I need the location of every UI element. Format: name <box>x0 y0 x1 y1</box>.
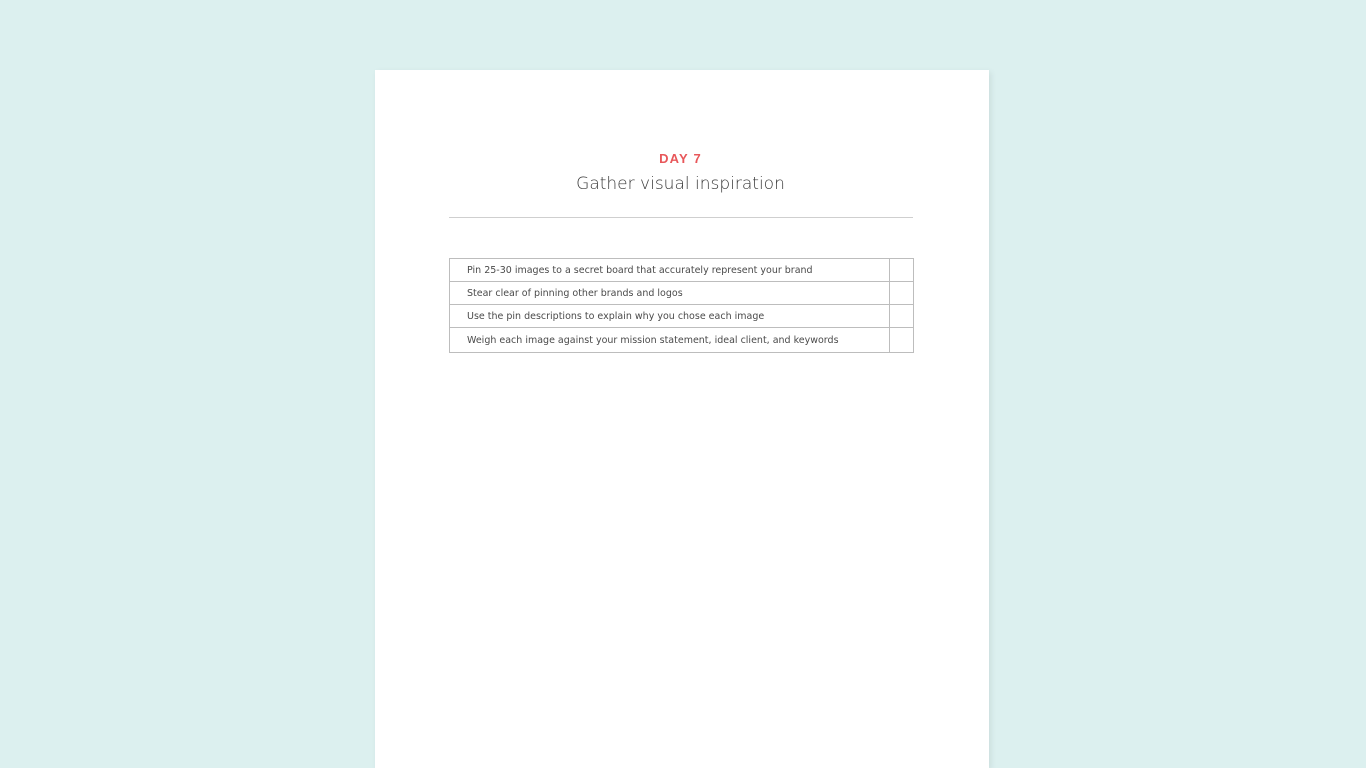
page-title: Gather visual inspiration <box>576 174 785 194</box>
title-divider <box>449 217 913 218</box>
checkbox[interactable] <box>890 259 914 282</box>
document-page <box>375 70 989 768</box>
checklist-item-text: Weigh each image against your mission statement, ideal client, and keywords <box>450 328 890 353</box>
checkbox[interactable] <box>890 328 914 353</box>
day-label: DAY 7 <box>659 151 702 166</box>
checklist-row <box>450 328 914 353</box>
checklist-item-text: Use the pin descriptions to explain why you chose each image <box>450 305 890 328</box>
checklist-row <box>450 259 914 282</box>
checklist-row <box>450 305 914 328</box>
checklist-table <box>449 258 914 353</box>
checklist-row <box>450 282 914 305</box>
checkbox[interactable] <box>890 282 914 305</box>
checklist-item-text: Stear clear of pinning other brands and logos <box>450 282 890 305</box>
checkbox[interactable] <box>890 305 914 328</box>
checklist-item-text: Pin 25-30 images to a secret board that accurately represent your brand <box>450 259 890 282</box>
